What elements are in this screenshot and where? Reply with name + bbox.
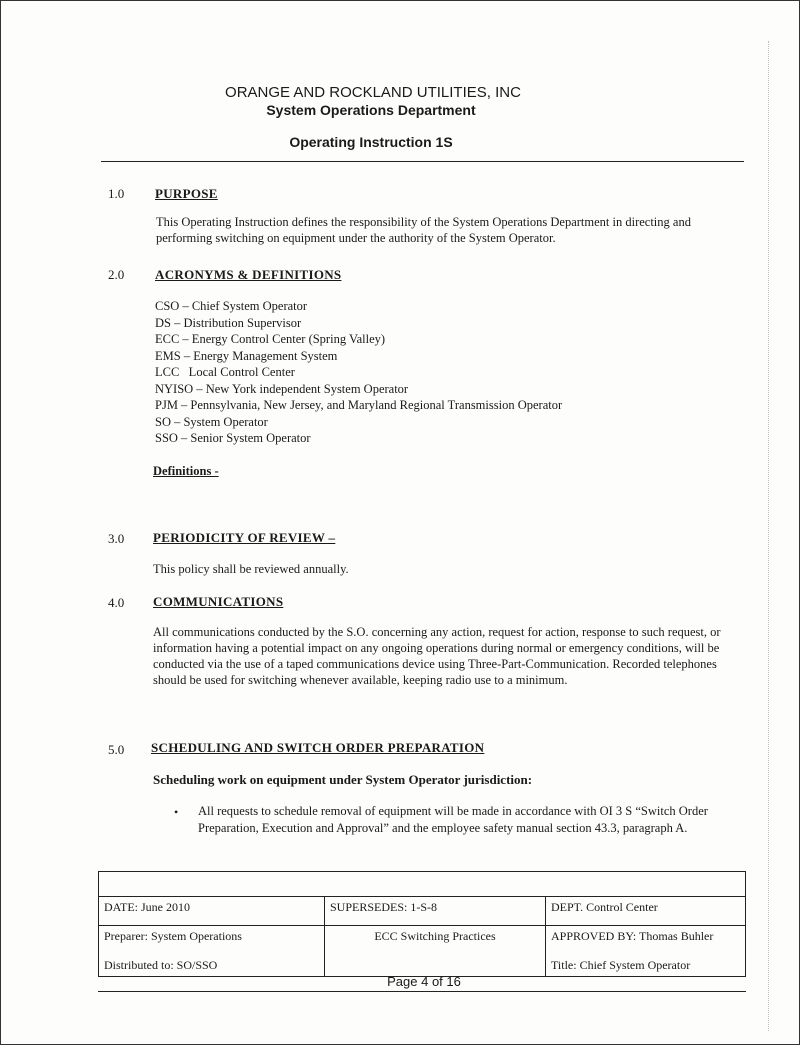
definitions-label: Definitions - [153,464,219,478]
acronym-item: SSO – Senior System Operator [155,431,311,445]
acronym-item: LCC Local Control Center [155,365,295,379]
table-row [99,872,746,897]
scan-edge-line [768,41,769,1031]
acronym-item: PJM – Pennsylvania, New Jersey, and Maryland Regional Transmission Operator [155,398,563,412]
section-5-title: SCHEDULING AND SWITCH ORDER PREPARATION [151,740,485,755]
document-title-cell: ECC Switching Practices [325,926,546,977]
acronym-item: NYISO – New York independent System Operator [155,381,409,396]
acronym-item: CSO – Chief System Operator [155,299,308,313]
approver-title-text: Title: Chief System Operator [551,958,691,972]
bullet-dot-icon: • [174,805,179,819]
section-5-subheading: Scheduling work on equipment under System Operator jurisdiction: [153,772,533,787]
section-4-body: All communications conducted by the S.O. concerning any action, request for action, response to such request, or information having a potential impact on any ongoing operations during normal or emergency conditions, will be conducted via the use of a taped communications device using Three-Part-Communication. Recorded telephones should be used for switching whenever available, keeping radio use to a minimum. [153,625,721,687]
header-divider [101,161,744,162]
section-1-body: This Operating Instruction defines the responsibility of the System Operations Department in directing and performing switching on equipment under the authority of the System Operator. [156,215,691,245]
footer-divider [98,991,746,992]
acronym-item: SO – System Operator [155,414,268,429]
acronym-item: DS – Distribution Supervisor [155,315,302,330]
acronym-list [155,298,562,447]
section-1-number: 1.0 [108,186,125,201]
acronym-item: EMS – Energy Management System [155,348,338,363]
section-5-bullet: All requests to schedule removal of equipment will be made in accordance with OI 3 S “Switch Order Preparation, Execution and Approval” and the employee safety manual section 43.3, paragraph A. [198,804,708,835]
section-4-title: COMMUNICATIONS [153,594,284,609]
acronym-item: ECC – Energy Control Center (Spring Valley) [155,332,386,346]
section-2-number: 2.0 [108,267,125,282]
page-number: Page 4 of 16 [387,974,461,989]
table-cell-empty [99,872,746,897]
preparer-text: Preparer: System Operations [104,929,242,943]
distribution-text: Distributed to: SO/SSO [104,958,218,972]
section-5-number: 5.0 [108,742,125,757]
preparer-distribution-cell [99,926,325,977]
dept-cell: DEPT. Control Center [546,897,746,926]
section-3-number: 3.0 [108,531,125,546]
table-row [99,897,746,926]
section-2-title: ACRONYMS & DEFINITIONS [155,267,342,282]
company-name: ORANGE AND ROCKLAND UTILITIES, INC [225,84,521,101]
approved-by-text: APPROVED BY: Thomas Buhler [551,929,714,943]
supersedes-cell: SUPERSEDES: 1-S-8 [325,897,546,926]
department-name: System Operations Department [266,102,476,118]
date-cell: DATE: June 2010 [99,897,325,926]
section-3-title: PERIODICITY OF REVIEW – [153,530,336,545]
document-control-table [98,871,746,977]
section-1-title: PURPOSE [155,186,218,201]
approval-cell [546,926,746,977]
document-title: Operating Instruction 1S [289,134,453,150]
section-3-body: This policy shall be reviewed annually. [153,562,349,576]
section-4-number: 4.0 [108,595,125,610]
table-row [99,926,746,977]
